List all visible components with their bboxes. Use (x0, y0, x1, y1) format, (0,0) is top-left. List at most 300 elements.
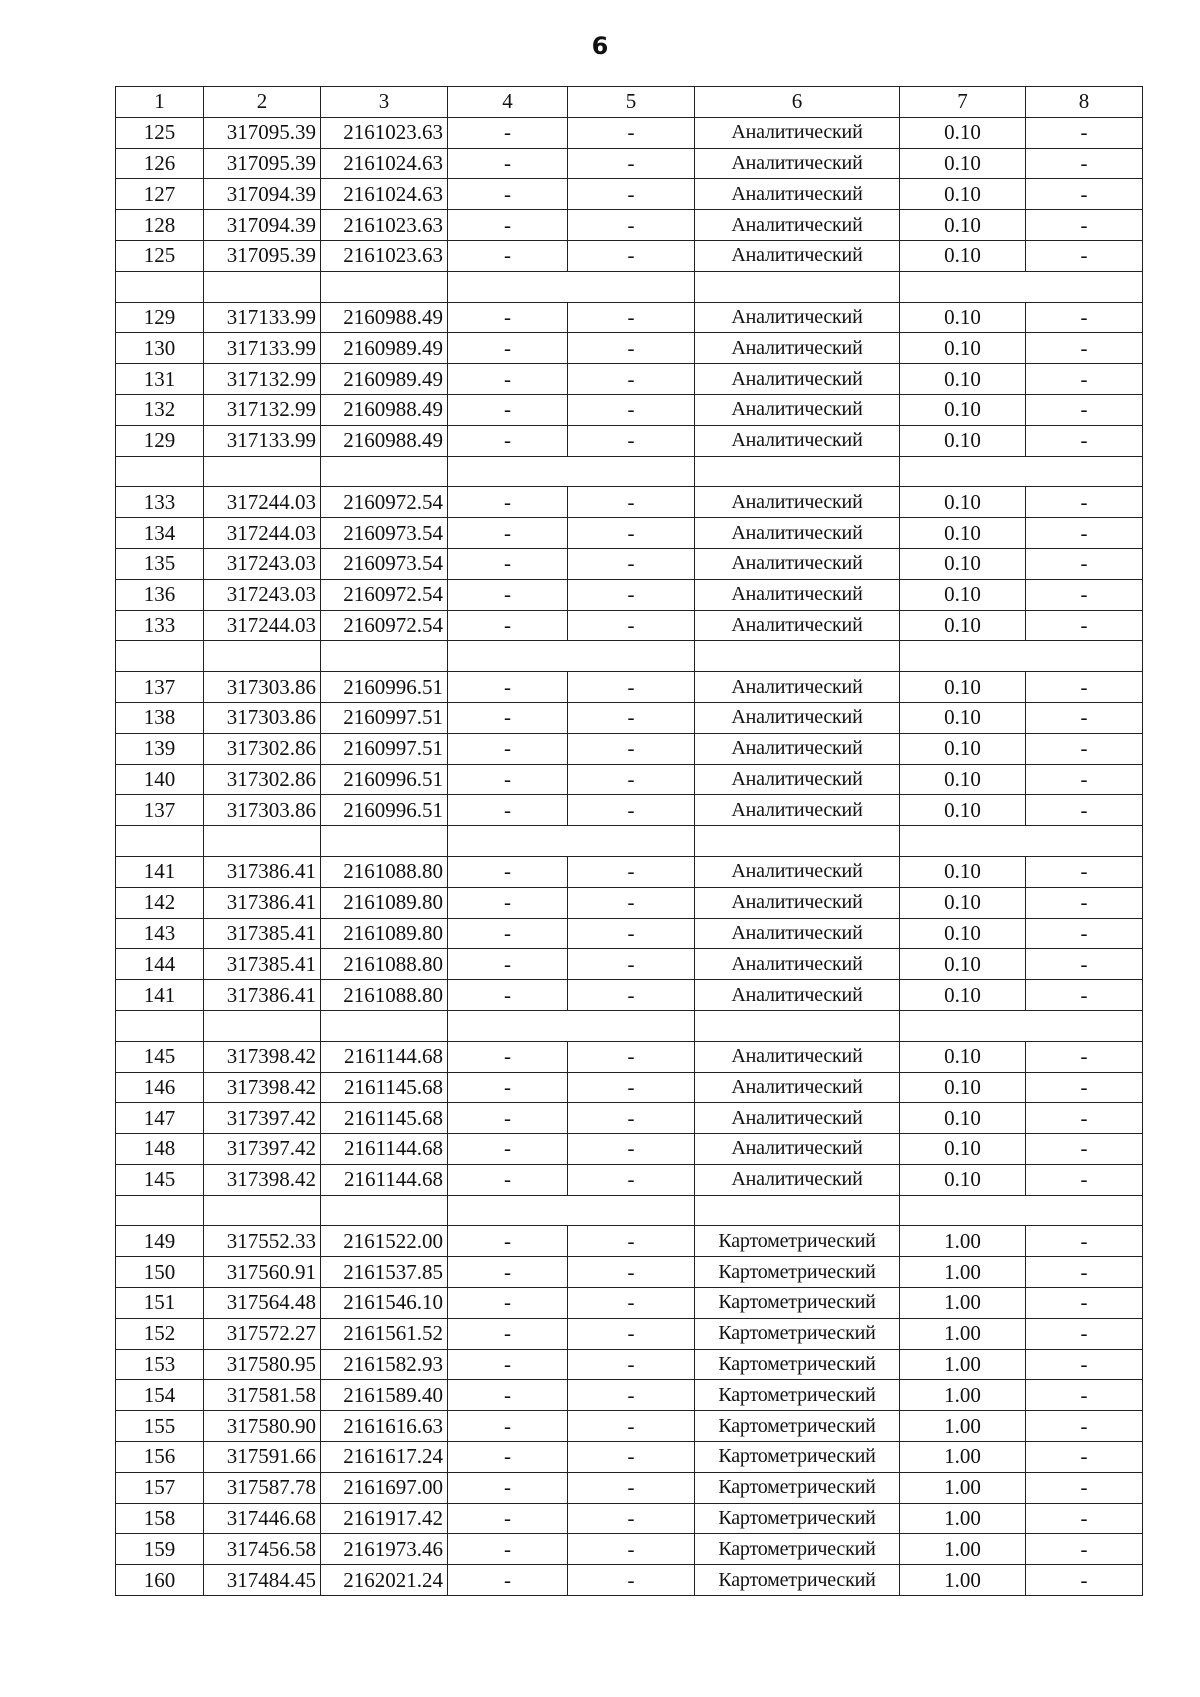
coord-x-cell: 317094.39 (204, 210, 321, 241)
point-number-cell: 156 (116, 1442, 204, 1473)
coord-y-cell: 2161144.68 (321, 1164, 448, 1195)
coord-x-cell: 317133.99 (204, 333, 321, 364)
precision-cell: 0.10 (900, 795, 1026, 826)
empty-cell (568, 826, 695, 857)
col-8-cell: - (1026, 210, 1143, 241)
col-8-cell: - (1026, 702, 1143, 733)
method-cell: Картометрический (695, 1226, 900, 1257)
precision-cell: 1.00 (900, 1565, 1026, 1596)
col-8-cell: - (1026, 764, 1143, 795)
col-8-cell: - (1026, 672, 1143, 703)
precision-cell: 0.10 (900, 518, 1026, 549)
precision-cell: 0.10 (900, 210, 1026, 241)
col-5-cell: - (568, 487, 695, 518)
point-number-cell: 140 (116, 764, 204, 795)
coord-y-cell: 2161561.52 (321, 1318, 448, 1349)
precision-cell: 0.10 (900, 548, 1026, 579)
empty-cell (116, 271, 204, 302)
point-number-cell: 154 (116, 1380, 204, 1411)
precision-cell: 0.10 (900, 117, 1026, 148)
method-cell: Аналитический (695, 548, 900, 579)
page-number: 6 (591, 32, 609, 60)
col-8-cell: - (1026, 887, 1143, 918)
col-8-cell: - (1026, 1288, 1143, 1319)
coord-x-cell: 317560.91 (204, 1257, 321, 1288)
table-row (116, 1041, 1143, 1072)
table-row (116, 672, 1143, 703)
col-8-cell: - (1026, 179, 1143, 210)
precision-cell: 1.00 (900, 1411, 1026, 1442)
table-row (116, 1257, 1143, 1288)
coord-x-cell: 317133.99 (204, 302, 321, 333)
coord-x-cell: 317303.86 (204, 702, 321, 733)
point-number-cell: 135 (116, 548, 204, 579)
coord-y-cell: 2161917.42 (321, 1503, 448, 1534)
point-number-cell: 138 (116, 702, 204, 733)
col-5-cell: - (568, 1226, 695, 1257)
empty-cell (321, 826, 448, 857)
empty-cell (568, 456, 695, 487)
table-row (116, 579, 1143, 610)
empty-cell (116, 1010, 204, 1041)
method-cell: Аналитический (695, 117, 900, 148)
coord-x-cell: 317397.42 (204, 1103, 321, 1134)
table-row (116, 487, 1143, 518)
coord-y-cell: 2161088.80 (321, 856, 448, 887)
table-row (116, 333, 1143, 364)
method-cell: Аналитический (695, 764, 900, 795)
col-5-cell: - (568, 795, 695, 826)
col-8-cell: - (1026, 333, 1143, 364)
method-cell: Картометрический (695, 1257, 900, 1288)
table-row (116, 733, 1143, 764)
table-row (116, 548, 1143, 579)
precision-cell: 0.10 (900, 1041, 1026, 1072)
point-number-cell: 145 (116, 1164, 204, 1195)
col-8-cell: - (1026, 610, 1143, 641)
empty-cell (448, 826, 568, 857)
table-row (116, 364, 1143, 395)
method-cell: Аналитический (695, 1164, 900, 1195)
col-4-cell: - (448, 1072, 568, 1103)
coord-y-cell: 2160996.51 (321, 764, 448, 795)
method-cell: Аналитический (695, 1072, 900, 1103)
column-header: 7 (900, 87, 1026, 118)
point-number-cell: 160 (116, 1565, 204, 1596)
table-row (116, 425, 1143, 456)
table-row (116, 1411, 1143, 1442)
coord-x-cell: 317243.03 (204, 548, 321, 579)
column-header: 6 (695, 87, 900, 118)
empty-cell (448, 641, 568, 672)
precision-cell: 1.00 (900, 1442, 1026, 1473)
point-number-cell: 127 (116, 179, 204, 210)
point-number-cell: 145 (116, 1041, 204, 1072)
col-5-cell: - (568, 1072, 695, 1103)
col-8-cell: - (1026, 1534, 1143, 1565)
point-number-cell: 129 (116, 425, 204, 456)
table-row (116, 210, 1143, 241)
table-row (116, 1565, 1143, 1596)
coord-y-cell: 2160989.49 (321, 364, 448, 395)
table-row (116, 1226, 1143, 1257)
precision-cell: 0.10 (900, 764, 1026, 795)
col-4-cell: - (448, 1565, 568, 1596)
col-5-cell: - (568, 733, 695, 764)
coord-x-cell: 317386.41 (204, 887, 321, 918)
coord-y-cell: 2161023.63 (321, 210, 448, 241)
col-8-cell: - (1026, 425, 1143, 456)
col-4-cell: - (448, 364, 568, 395)
coord-y-cell: 2160988.49 (321, 425, 448, 456)
precision-cell: 0.10 (900, 148, 1026, 179)
method-cell: Аналитический (695, 425, 900, 456)
coord-y-cell: 2160972.54 (321, 579, 448, 610)
coord-x-cell: 317244.03 (204, 487, 321, 518)
coord-y-cell: 2161144.68 (321, 1134, 448, 1165)
col-8-cell: - (1026, 1349, 1143, 1380)
col-8-cell: - (1026, 487, 1143, 518)
point-number-cell: 149 (116, 1226, 204, 1257)
precision-cell: 0.10 (900, 487, 1026, 518)
col-4-cell: - (448, 733, 568, 764)
col-8-cell: - (1026, 1257, 1143, 1288)
point-number-cell: 126 (116, 148, 204, 179)
col-8-cell: - (1026, 1411, 1143, 1442)
table-header-row (116, 87, 1143, 118)
coord-y-cell: 2160997.51 (321, 702, 448, 733)
col-5-cell: - (568, 333, 695, 364)
col-4-cell: - (448, 425, 568, 456)
point-number-cell: 133 (116, 487, 204, 518)
point-number-cell: 133 (116, 610, 204, 641)
point-number-cell: 131 (116, 364, 204, 395)
coord-y-cell: 2160997.51 (321, 733, 448, 764)
col-5-cell: - (568, 1349, 695, 1380)
coord-x-cell: 317552.33 (204, 1226, 321, 1257)
col-5-cell: - (568, 1442, 695, 1473)
coord-x-cell: 317398.42 (204, 1072, 321, 1103)
coord-x-cell: 317591.66 (204, 1442, 321, 1473)
coordinates-table (115, 86, 1143, 1596)
precision-cell: 0.10 (900, 702, 1026, 733)
point-number-cell: 150 (116, 1257, 204, 1288)
table-row (116, 980, 1143, 1011)
col-5-cell: - (568, 1534, 695, 1565)
table-row (116, 1349, 1143, 1380)
empty-cell (321, 1195, 448, 1226)
method-cell: Аналитический (695, 210, 900, 241)
col-5-cell: - (568, 364, 695, 395)
col-8-cell: - (1026, 394, 1143, 425)
coord-x-cell: 317484.45 (204, 1565, 321, 1596)
col-8-cell: - (1026, 240, 1143, 271)
coord-y-cell: 2161089.80 (321, 887, 448, 918)
precision-cell: 0.10 (900, 333, 1026, 364)
col-5-cell: - (568, 1411, 695, 1442)
point-number-cell: 159 (116, 1534, 204, 1565)
col-5-cell: - (568, 1318, 695, 1349)
col-8-cell: - (1026, 1226, 1143, 1257)
empty-cell (568, 641, 695, 672)
coord-y-cell: 2161023.63 (321, 117, 448, 148)
method-cell: Аналитический (695, 702, 900, 733)
column-header: 1 (116, 87, 204, 118)
separator-row (116, 1195, 1143, 1226)
precision-cell: 0.10 (900, 610, 1026, 641)
coord-y-cell: 2161617.24 (321, 1442, 448, 1473)
coord-x-cell: 317398.42 (204, 1164, 321, 1195)
col-4-cell: - (448, 1411, 568, 1442)
coord-y-cell: 2161145.68 (321, 1072, 448, 1103)
empty-cell (116, 456, 204, 487)
empty-cell (204, 1010, 321, 1041)
coord-y-cell: 2161145.68 (321, 1103, 448, 1134)
col-5-cell: - (568, 980, 695, 1011)
col-4-cell: - (448, 302, 568, 333)
precision-cell: 0.10 (900, 949, 1026, 980)
col-5-cell: - (568, 518, 695, 549)
precision-cell: 0.10 (900, 1134, 1026, 1165)
method-cell: Картометрический (695, 1288, 900, 1319)
col-5-cell: - (568, 548, 695, 579)
coord-y-cell: 2161024.63 (321, 148, 448, 179)
empty-cell (695, 1195, 900, 1226)
coord-x-cell: 317397.42 (204, 1134, 321, 1165)
col-8-cell: - (1026, 1134, 1143, 1165)
column-header: 3 (321, 87, 448, 118)
col-5-cell: - (568, 610, 695, 641)
empty-cell (204, 1195, 321, 1226)
point-number-cell: 153 (116, 1349, 204, 1380)
empty-cell (695, 456, 900, 487)
coord-x-cell: 317244.03 (204, 610, 321, 641)
table-row (116, 1472, 1143, 1503)
table-row (116, 1288, 1143, 1319)
col-4-cell: - (448, 1472, 568, 1503)
empty-cell (448, 1010, 568, 1041)
point-number-cell: 132 (116, 394, 204, 425)
col-4-cell: - (448, 610, 568, 641)
method-cell: Картометрический (695, 1349, 900, 1380)
method-cell: Картометрический (695, 1565, 900, 1596)
coord-y-cell: 2162021.24 (321, 1565, 448, 1596)
col-8-cell: - (1026, 579, 1143, 610)
empty-cell (568, 271, 695, 302)
table-row (116, 117, 1143, 148)
col-5-cell: - (568, 1164, 695, 1195)
point-number-cell: 125 (116, 117, 204, 148)
method-cell: Аналитический (695, 1134, 900, 1165)
col-5-cell: - (568, 210, 695, 241)
col-4-cell: - (448, 1041, 568, 1072)
method-cell: Картометрический (695, 1380, 900, 1411)
empty-cell (1026, 271, 1143, 302)
table-row (116, 1534, 1143, 1565)
coord-x-cell: 317587.78 (204, 1472, 321, 1503)
empty-cell (900, 641, 1026, 672)
table-row (116, 1442, 1143, 1473)
method-cell: Картометрический (695, 1411, 900, 1442)
col-4-cell: - (448, 210, 568, 241)
col-4-cell: - (448, 887, 568, 918)
col-5-cell: - (568, 1103, 695, 1134)
col-5-cell: - (568, 1041, 695, 1072)
method-cell: Аналитический (695, 610, 900, 641)
coord-y-cell: 2161582.93 (321, 1349, 448, 1380)
table-row (116, 518, 1143, 549)
table-row (116, 887, 1143, 918)
coord-x-cell: 317302.86 (204, 733, 321, 764)
col-8-cell: - (1026, 1072, 1143, 1103)
col-8-cell: - (1026, 1103, 1143, 1134)
coord-x-cell: 317132.99 (204, 364, 321, 395)
method-cell: Аналитический (695, 240, 900, 271)
precision-cell: 0.10 (900, 980, 1026, 1011)
col-4-cell: - (448, 394, 568, 425)
coord-x-cell: 317095.39 (204, 240, 321, 271)
col-5-cell: - (568, 764, 695, 795)
col-4-cell: - (448, 918, 568, 949)
precision-cell: 1.00 (900, 1472, 1026, 1503)
table-row (116, 179, 1143, 210)
coord-x-cell: 317581.58 (204, 1380, 321, 1411)
table-row (116, 949, 1143, 980)
table-row (116, 1103, 1143, 1134)
precision-cell: 1.00 (900, 1257, 1026, 1288)
separator-row (116, 641, 1143, 672)
point-number-cell: 128 (116, 210, 204, 241)
col-8-cell: - (1026, 1503, 1143, 1534)
point-number-cell: 142 (116, 887, 204, 918)
col-4-cell: - (448, 1103, 568, 1134)
precision-cell: 0.10 (900, 1072, 1026, 1103)
point-number-cell: 155 (116, 1411, 204, 1442)
coord-x-cell: 317580.95 (204, 1349, 321, 1380)
col-4-cell: - (448, 1534, 568, 1565)
coord-y-cell: 2161522.00 (321, 1226, 448, 1257)
point-number-cell: 134 (116, 518, 204, 549)
point-number-cell: 144 (116, 949, 204, 980)
empty-cell (1026, 456, 1143, 487)
col-5-cell: - (568, 579, 695, 610)
coord-y-cell: 2161697.00 (321, 1472, 448, 1503)
point-number-cell: 157 (116, 1472, 204, 1503)
table-row (116, 1318, 1143, 1349)
coord-x-cell: 317302.86 (204, 764, 321, 795)
col-4-cell: - (448, 980, 568, 1011)
coord-x-cell: 317386.41 (204, 980, 321, 1011)
coord-y-cell: 2160996.51 (321, 795, 448, 826)
precision-cell: 1.00 (900, 1380, 1026, 1411)
coord-y-cell: 2160972.54 (321, 610, 448, 641)
col-5-cell: - (568, 1565, 695, 1596)
col-4-cell: - (448, 856, 568, 887)
col-8-cell: - (1026, 302, 1143, 333)
point-number-cell: 125 (116, 240, 204, 271)
point-number-cell: 139 (116, 733, 204, 764)
empty-cell (900, 1010, 1026, 1041)
method-cell: Аналитический (695, 980, 900, 1011)
coord-y-cell: 2161546.10 (321, 1288, 448, 1319)
col-8-cell: - (1026, 1565, 1143, 1596)
column-header: 5 (568, 87, 695, 118)
empty-cell (695, 271, 900, 302)
column-header: 2 (204, 87, 321, 118)
empty-cell (695, 826, 900, 857)
precision-cell: 0.10 (900, 918, 1026, 949)
col-4-cell: - (448, 1164, 568, 1195)
col-8-cell: - (1026, 1472, 1143, 1503)
empty-cell (900, 456, 1026, 487)
col-5-cell: - (568, 918, 695, 949)
table-row (116, 1134, 1143, 1165)
empty-cell (695, 1010, 900, 1041)
col-8-cell: - (1026, 1318, 1143, 1349)
col-4-cell: - (448, 1442, 568, 1473)
table-row (116, 610, 1143, 641)
col-8-cell: - (1026, 918, 1143, 949)
coord-x-cell: 317385.41 (204, 949, 321, 980)
coord-x-cell: 317132.99 (204, 394, 321, 425)
empty-cell (1026, 1195, 1143, 1226)
empty-cell (448, 456, 568, 487)
point-number-cell: 141 (116, 980, 204, 1011)
coord-x-cell: 317244.03 (204, 518, 321, 549)
col-8-cell: - (1026, 548, 1143, 579)
col-4-cell: - (448, 1226, 568, 1257)
empty-cell (448, 271, 568, 302)
table-body (116, 87, 1143, 1596)
coord-x-cell: 317572.27 (204, 1318, 321, 1349)
method-cell: Аналитический (695, 856, 900, 887)
table-row (116, 240, 1143, 271)
coord-y-cell: 2160973.54 (321, 518, 448, 549)
empty-cell (321, 456, 448, 487)
method-cell: Аналитический (695, 148, 900, 179)
coord-y-cell: 2161024.63 (321, 179, 448, 210)
column-header: 8 (1026, 87, 1143, 118)
empty-cell (116, 641, 204, 672)
precision-cell: 1.00 (900, 1318, 1026, 1349)
col-5-cell: - (568, 425, 695, 456)
col-4-cell: - (448, 333, 568, 364)
table-row (116, 1164, 1143, 1195)
coord-x-cell: 317456.58 (204, 1534, 321, 1565)
empty-cell (448, 1195, 568, 1226)
table-row (116, 394, 1143, 425)
col-5-cell: - (568, 856, 695, 887)
col-8-cell: - (1026, 364, 1143, 395)
point-number-cell: 129 (116, 302, 204, 333)
col-5-cell: - (568, 394, 695, 425)
empty-cell (1026, 641, 1143, 672)
coord-y-cell: 2161088.80 (321, 980, 448, 1011)
precision-cell: 1.00 (900, 1288, 1026, 1319)
precision-cell: 1.00 (900, 1349, 1026, 1380)
col-5-cell: - (568, 1134, 695, 1165)
coord-y-cell: 2160989.49 (321, 333, 448, 364)
empty-cell (695, 641, 900, 672)
precision-cell: 0.10 (900, 733, 1026, 764)
point-number-cell: 136 (116, 579, 204, 610)
method-cell: Аналитический (695, 487, 900, 518)
point-number-cell: 137 (116, 672, 204, 703)
point-number-cell: 147 (116, 1103, 204, 1134)
precision-cell: 0.10 (900, 856, 1026, 887)
col-8-cell: - (1026, 980, 1143, 1011)
col-4-cell: - (448, 795, 568, 826)
